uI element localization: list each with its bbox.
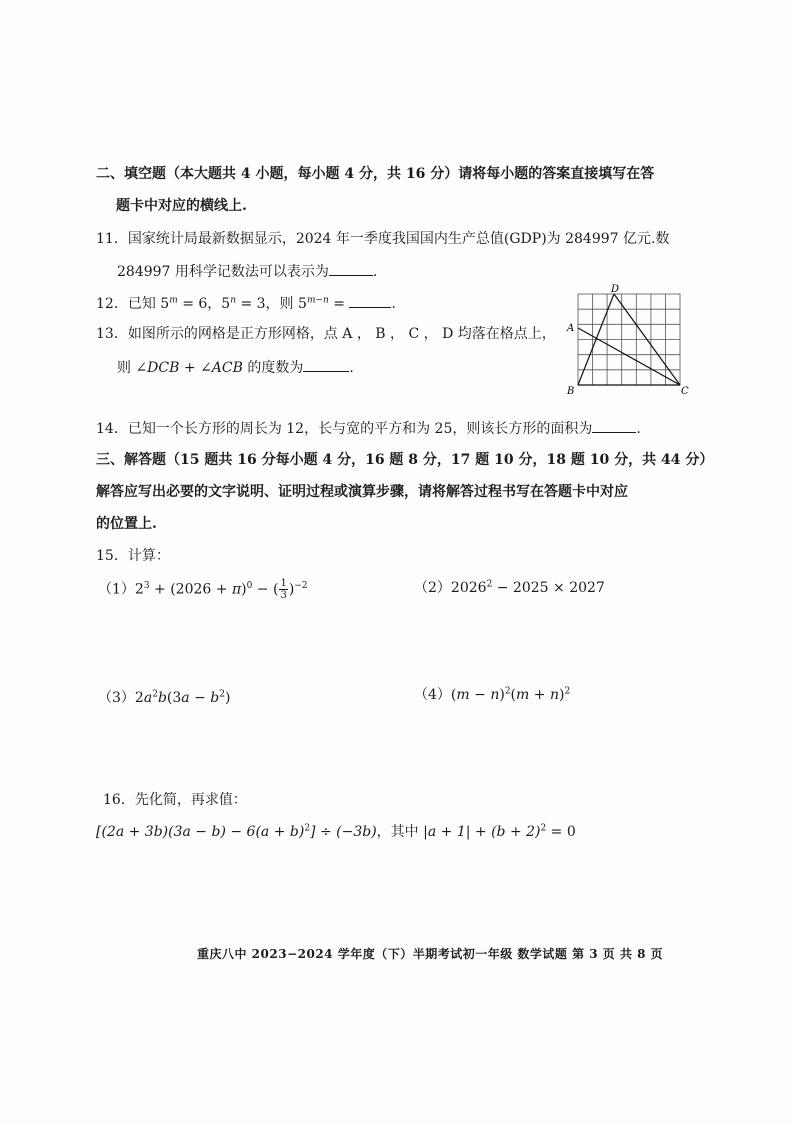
question-16-expression xyxy=(96,822,576,842)
term: ) xyxy=(224,690,231,706)
q15-part-1 xyxy=(98,578,308,601)
question-text: 如图所示的网格是正方形网格，点 A ， B ， C ， D 均落在格点上， xyxy=(127,326,556,342)
exponent: 2 xyxy=(219,689,225,700)
question-11-cont xyxy=(117,261,377,282)
expression: [(2a + 3b)(3a − b) − 6(a + b) xyxy=(96,824,305,840)
term: ) xyxy=(558,687,565,703)
plus-sign: + xyxy=(179,360,201,376)
q12-exponent: n xyxy=(230,295,237,306)
term: + (2026 + xyxy=(149,581,232,598)
condition-prefix: ，其中 xyxy=(376,824,424,840)
angle-dcb: ∠DCB xyxy=(135,360,180,376)
q12-base: 5 xyxy=(298,296,307,312)
condition: |a + 1| + (b + 2) xyxy=(423,824,541,840)
question-number: 12． xyxy=(96,296,128,312)
var-m: m xyxy=(456,687,470,703)
angle-acb: ∠ACB xyxy=(200,360,243,376)
term: 2 xyxy=(134,690,144,706)
question-13-cont xyxy=(117,357,354,378)
exponent: 2 xyxy=(564,686,571,697)
grid-figure xyxy=(566,284,690,400)
exponent: 2 xyxy=(152,689,158,700)
term: − ( xyxy=(252,581,279,598)
pi-symbol: π xyxy=(231,581,242,598)
exponent: 0 xyxy=(246,580,253,591)
q12-base: 5 xyxy=(160,296,170,312)
label-a: A xyxy=(567,323,575,334)
term: ) xyxy=(499,687,505,703)
minus-sign: − xyxy=(469,687,491,703)
term: 2 xyxy=(134,581,144,598)
answer-blank-12[interactable] xyxy=(349,293,391,308)
segment-ac xyxy=(578,328,680,385)
part-label: （2） xyxy=(414,580,451,596)
plus-sign: + xyxy=(529,687,550,703)
question-14 xyxy=(96,418,641,439)
expression: ] ÷ (−3b) xyxy=(310,824,377,840)
minus-sign: − xyxy=(189,690,211,706)
section2-heading: 二、填空题（本大题共 4 小题，每小题 4 分，共 16 分）请将每小题的答案直接填写在答 xyxy=(96,166,655,182)
period: . xyxy=(349,360,354,376)
question-text: 284997 用科学记数法可以表示为 xyxy=(117,264,329,280)
question-11 xyxy=(96,229,669,249)
question-text: 已知一个长方形的周长为 12，长与宽的平方和为 25，则该长方形的面积为 xyxy=(127,421,593,437)
answer-blank-14[interactable] xyxy=(592,418,636,433)
question-13 xyxy=(96,324,556,344)
page-footer: 重庆八中 2023−2024 学年度（下）半期考试初一年级 数学试题 第 3 页 共 8 页 xyxy=(197,947,664,961)
q13-pre: 则 xyxy=(117,360,136,376)
part-label: （1） xyxy=(98,581,135,598)
grid-lines xyxy=(578,294,680,385)
question-15-title: 15．计算： xyxy=(96,548,170,564)
term: ) xyxy=(241,581,247,598)
term: 2026 xyxy=(450,580,487,596)
period: . xyxy=(372,264,378,280)
period: . xyxy=(391,296,396,312)
section2-heading-cont: 题卡中对应的横线上. xyxy=(116,198,247,214)
fraction-one-third xyxy=(279,578,287,601)
q12-eq: = 3，则 xyxy=(236,296,299,312)
section3-instructions-cont: 的位置上. xyxy=(96,516,157,532)
q12-exponent: m−n xyxy=(306,295,329,306)
label-d: D xyxy=(611,284,620,295)
exponent: 2 xyxy=(504,686,511,697)
term: (3 xyxy=(166,690,182,706)
part-label: （3） xyxy=(98,690,135,706)
numerator: 1 xyxy=(280,578,287,589)
term: ( xyxy=(450,687,457,703)
var-b: b xyxy=(157,690,167,706)
label-b: B xyxy=(567,386,575,397)
q15-part-4 xyxy=(414,685,570,705)
term: − 2025 × 2027 xyxy=(492,580,605,596)
question-number: 11． xyxy=(96,231,128,247)
question-number: 13． xyxy=(96,326,128,342)
term: ) xyxy=(288,581,295,598)
period: . xyxy=(636,421,641,437)
label-c: C xyxy=(681,386,689,397)
var-n: n xyxy=(549,687,559,703)
exponent: 2 xyxy=(540,823,547,834)
question-text: 国家统计局最新数据显示，2024 年一季度我国国内生产总值(GDP)为 284997 亿元.数 xyxy=(127,231,670,247)
question-number: 14． xyxy=(96,421,128,437)
var-n: n xyxy=(490,687,500,703)
term: ( xyxy=(510,687,517,703)
var-a: a xyxy=(181,690,190,706)
q12-exponent: m xyxy=(169,295,178,306)
var-a: a xyxy=(143,690,153,706)
q15-part-3 xyxy=(98,688,230,708)
q12-base: 5 xyxy=(221,296,231,312)
question-12 xyxy=(96,293,396,314)
q13-post: 的度数为 xyxy=(242,360,304,376)
section3-instructions: 解答应写出必要的文字说明、证明过程或演算步骤，请将解答过程书写在答题卡中对应 xyxy=(96,484,628,500)
denominator: 3 xyxy=(280,590,287,601)
answer-blank-11[interactable] xyxy=(329,261,373,276)
var-b: b xyxy=(210,690,220,706)
question-16-title: 16．先化简，再求值： xyxy=(103,792,247,808)
condition: = 0 xyxy=(546,824,576,840)
part-label: （4） xyxy=(414,687,451,703)
exponent: −2 xyxy=(294,580,308,591)
answer-blank-13[interactable] xyxy=(303,357,349,372)
q12-eq: = 6， xyxy=(177,296,222,312)
var-m: m xyxy=(516,687,530,703)
q12-eq: = xyxy=(328,296,350,312)
q15-part-2 xyxy=(414,578,605,598)
exponent: 3 xyxy=(143,580,150,591)
q12-prefix: 已知 xyxy=(127,296,161,312)
exponent: 2 xyxy=(304,823,311,834)
section3-heading: 三、解答题（15 题共 16 分每小题 4 分，16 题 8 分，17 题 10 分，18 题 10 分，共 44 分） xyxy=(96,452,714,468)
exponent: 2 xyxy=(486,579,493,590)
